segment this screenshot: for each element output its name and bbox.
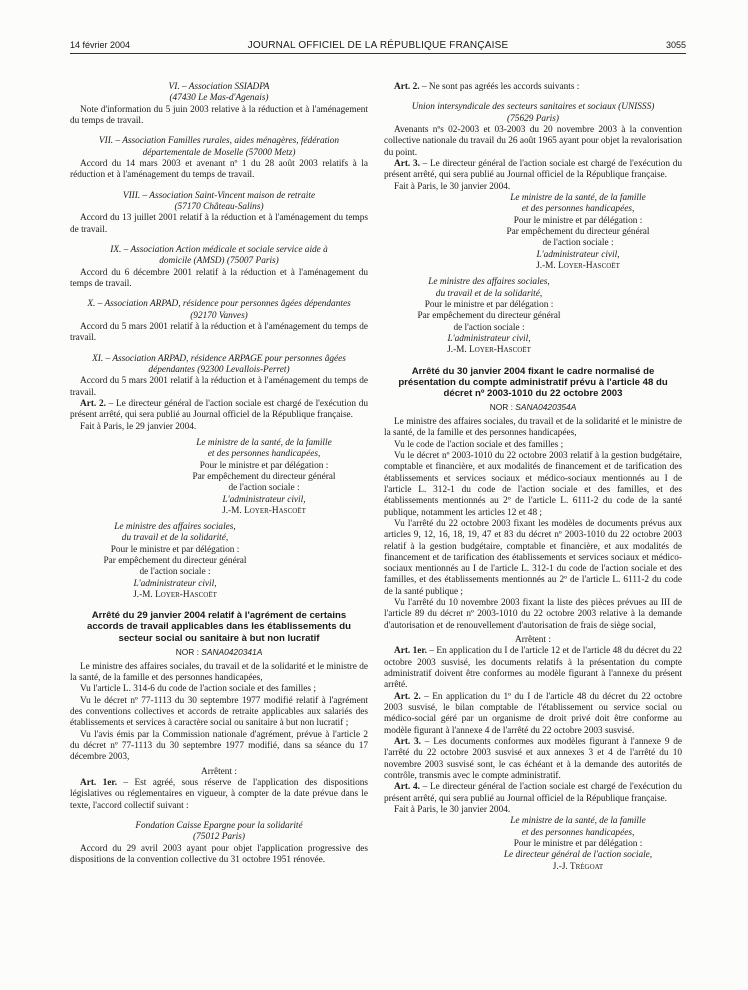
article-text: – En application du 1º du I de l'article 48 du décret du 22 octobre 2003 susvisé, le bilan comptable de l'établissement ou service social ou médico-social géré par un organisme de droit privé doit être conforme au modèle figurant à l'annexe 4 de l'arrêté du 22 octobre 2003 susvisé. — [384, 691, 682, 736]
page-number: 3055 — [665, 40, 686, 50]
signature-line: du travail et de la solidarité, — [121, 533, 229, 544]
section-title: XI. – Association ARPAD, résidence ARPAGE pour personnes âgées dépendantes (92300 Levallois-Perret) — [92, 353, 346, 375]
signature-line: Le directeur général de l'action sociale, — [503, 850, 653, 861]
article-1 — [70, 778, 368, 812]
signature-line: L'administrateur civil, — [222, 494, 306, 505]
article-text: – Est agréé, sous réserve de l'application des dispositions législatives ou réglementaires en vigueur, à compter de la date prévue dans le texte, l'accord collectif suivant : — [70, 778, 368, 811]
nor-label: NOR : — [489, 401, 516, 412]
article-1 — [384, 646, 682, 691]
signature-line: Par empêchement du directeur général — [506, 226, 650, 237]
article-4 — [384, 782, 682, 805]
signature-line: Le ministre des affaires sociales, — [428, 277, 550, 288]
article-text: – Les documents conformes aux modèles figurant à l'annexe 9 de l'arrêté du 22 octobre 2003 susvisé et aux annexes 3 et 4 de l'arrêté du 10 novembre 2003 susvisé sont, le cas échéant et à la demande des autorités de contrôle, transmis avec le compte administratif. — [384, 737, 683, 782]
section-text: Avenants nºs 02-2003 et 03-2003 du 20 novembre 2003 à la convention collective nationale du travail du 26 août 1965 ayant pour objet la revalorisation du point. — [384, 124, 682, 158]
signature-line: Pour le ministre et par délégation : — [513, 839, 643, 850]
paragraph: Vu le décret nº 77-1113 du 30 septembre 1977 modifié relatif à l'agrément des conventions collectives et accords de retraite applicables aux salariés des établissements et services à caractère social ou sanitaire à but non lucratif ; — [70, 695, 368, 729]
nor-code: SANA0420354A — [515, 401, 577, 412]
article-3 — [384, 737, 682, 782]
section-title: VII. – Association Familles rurales, aides ménagères, fédération départementale de Moselle (57000 Metz) — [98, 136, 340, 158]
header-date: 14 février 2004 — [70, 40, 131, 50]
signature-line: du travail et de la solidarité, — [435, 288, 543, 299]
section-place: (57170 Château-Salins) — [174, 201, 264, 212]
arrete-title: Arrêté du 29 janvier 2004 relatif à l'agrément de certains accords de travail applicables dans les établissements du secteur social ou sanitaire à but non lucratif — [87, 610, 351, 644]
signatory-name: J.-M. Loyer-Hascoët — [133, 590, 217, 601]
article-text: – Ne sont pas agréés les accords suivants : — [419, 82, 580, 92]
section-text: Accord du 5 mars 2001 relatif à la réduction et à l'aménagement du temps de travail. — [70, 376, 368, 398]
nor-code: SANA0420341A — [201, 646, 263, 657]
signatory-name: J.-M. Loyer-Hascoët — [222, 505, 306, 516]
journal-title: JOURNAL OFFICIEL DE LA RÉPUBLIQUE FRANÇAISE — [247, 40, 509, 51]
signatory-name: J.-M. Loyer-Hascoët — [447, 345, 531, 356]
fait-line: Fait à Paris, le 30 janvier 2004. — [394, 181, 511, 192]
article-label: Art. 1er. — [394, 646, 428, 657]
article-label: Art. 4. — [394, 782, 420, 793]
signature-line: de l'action sociale : — [453, 322, 525, 333]
signature-line: L'administrateur civil, — [447, 333, 531, 344]
left-column — [70, 82, 368, 866]
signature-line: Pour le ministre et par délégation : — [513, 215, 643, 226]
signature-line: de l'action sociale : — [228, 483, 300, 494]
section-text: Accord du 13 juillet 2001 relatif à la réduction et à l'aménagement du temps de travail. — [70, 213, 368, 235]
article-label: Art. 1er. — [80, 778, 118, 789]
section-title: Union intersyndicale des secteurs sanitaires et sociaux (UNISSS) — [411, 102, 655, 113]
paragraph: Vu l'arrêté du 22 octobre 2003 fixant les modèles de documents prévus aux articles 9, 12, 16, 18, 19, 47 et 83 du décret nº 2003-1010 du 22 octobre 2003 relatif à la gestion budgétaire, comptable et financière, et aux modalités de financement et de tarification des établissements et services sociaux et médico-sociaux mentionnés au I de l'article L. 312-1 du code de l'action sociale et des familles, et des établissements mentionnés au 2º de l'article L. 6111-2 du code de la santé publique ; — [384, 518, 682, 597]
nor-line — [70, 647, 368, 657]
section-title: X. – Association ARPAD, résidence pour personnes âgées dépendantes (92170 Vanves) — [87, 299, 351, 321]
signature-block — [384, 277, 594, 356]
signatory-name: J.-J. Trégoat — [552, 861, 604, 872]
paragraph: Vu l'article L. 314-6 du code de l'action sociale et des familles ; — [80, 684, 316, 695]
signature-block — [160, 438, 368, 517]
section-title: IX. – Association Action médicale et sociale service aide à domicile (AMSD) (75007 Paris) — [110, 244, 328, 267]
section-text: Accord du 29 avril 2003 ayant pour objet l'application progressive des dispositions de la convention collective du 31 octobre 1951 rénovée. — [70, 843, 368, 866]
signature-line: Le ministre des affaires sociales, — [114, 522, 236, 533]
signature-block — [474, 816, 682, 873]
article-3 — [384, 159, 682, 182]
section-title: VI. – Association SSIADPA — [168, 82, 270, 92]
arretent: Arrêtent : — [515, 635, 551, 646]
nor-label: NOR : — [175, 646, 202, 657]
signature-line: Par empêchement du directeur général — [192, 471, 336, 482]
fait-line: Fait à Paris, le 30 janvier 2004. — [394, 805, 511, 816]
signature-line: Pour le ministre et par délégation : — [110, 544, 240, 555]
nor-line — [384, 402, 682, 412]
section-text: Accord du 5 mars 2001 relatif à la réduction et à l'aménagement du temps de travail. — [70, 321, 368, 344]
article-label: Art. 3. — [394, 158, 420, 169]
page-header — [70, 40, 686, 54]
article-2 — [384, 82, 682, 93]
arrete-title: Arrêté du 30 janvier 2004 fixant le cadre normalisé de présentation du compte administratif prévu à l'article 48 du décret nº 2003-1010 du 22 octobre 2003 — [398, 365, 668, 399]
article-text: – En application du I de l'article 12 et de l'article 48 du décret du 22 octobre 2003 susvisé, les documents relatifs à la présentation du compte administratif doivent être conformes au modèle figurant à l'annexe du présent arrêté. — [384, 646, 682, 691]
article-text: – Le directeur général de l'action sociale est chargé de l'exécution du présent arrêté, qui sera publié au Journal officiel de la République française. — [70, 398, 368, 421]
fait-line: Fait à Paris, le 29 janvier 2004. — [80, 421, 197, 432]
signature-line: de l'action sociale : — [542, 238, 614, 249]
signature-line: L'administrateur civil, — [133, 578, 217, 589]
signature-line: Pour le ministre et par délégation : — [199, 460, 329, 471]
section-text: Accord du 6 décembre 2001 relatif à la réduction et à l'aménagement du temps de travail. — [70, 267, 368, 289]
article-label: Art. 2. — [394, 691, 421, 702]
signature-block — [474, 193, 682, 272]
signature-line: Pour le ministre et par délégation : — [424, 299, 554, 310]
paragraph: Le ministre des affaires sociales, du travail et de la solidarité et le ministre de la santé, de la famille et des personnes handicapées, — [70, 661, 368, 684]
right-column — [384, 82, 682, 873]
signatory-name: J.-M. Loyer-Hascoët — [536, 260, 620, 271]
signature-line: Par empêchement du directeur général — [103, 556, 247, 567]
signature-line: et des personnes handicapées, — [521, 827, 635, 838]
section-text: Accord du 14 mars 2003 et avenant nº 1 du 28 août 2003 relatifs à la réduction et à l'aménagement du temps de travail. — [70, 158, 368, 181]
paragraph: Vu le décret nº 2003-1010 du 22 octobre 2003 relatif à la gestion budgétaire, comptable et financière, et aux modalités de financement et de tarification des établissements et services sociaux et médico-sociaux mentionnés au I de l'article L. 312-1 du code de l'action sociale et des familles, et des établissements mentionnés au 2º de l'article L. 6111-2 du code de la santé publique, notamment les articles 12 et 48 ; — [384, 450, 682, 518]
article-2 — [384, 692, 682, 737]
section-place: (47430 Le Mas-d'Agenais) — [169, 93, 269, 104]
article-2 — [70, 399, 368, 422]
section-title: Fondation Caisse Epargne pour la solidarité — [135, 821, 303, 832]
article-label: Art. 3. — [394, 737, 422, 748]
arretent: Arrêtent : — [201, 766, 237, 777]
paragraph: Vu l'arrêté du 10 novembre 2003 fixant la liste des pièces prévues au III de l'article 89 du décret nº 2003-1010 du 22 octobre 2003 relative à la demande d'autorisation et de renouvellement d'autorisation de frais de siège social, — [384, 598, 682, 631]
signature-line: Le ministre de la santé, de la famille — [196, 437, 332, 448]
signature-line: Par empêchement du directeur général — [417, 311, 561, 322]
section-place: (75012 Paris) — [193, 832, 245, 843]
article-text: – Le directeur général de l'action sociale est chargé de l'exécution du présent arrêté, qui sera publié au Journal officiel de la République française. — [384, 782, 682, 804]
paragraph: Vu l'avis émis par la Commission nationale d'agrément, prévue à l'article 2 du décret nº 77-1113 du 30 septembre 1977 modifié, dans sa séance du 17 décembre 2003, — [70, 729, 368, 763]
signature-line: L'administrateur civil, — [536, 249, 620, 260]
article-label: Art. 2. — [80, 398, 106, 409]
signature-line: Le ministre de la santé, de la famille — [510, 816, 646, 827]
paragraph: Le ministre des affaires sociales, du travail et de la solidarité et le ministre de la santé, de la famille et des personnes handicapées, — [384, 416, 682, 439]
signature-line: et des personnes handicapées, — [521, 204, 635, 215]
section-title: VIII. – Association Saint-Vincent maison de retraite — [122, 190, 316, 201]
section-text: Note d'information du 5 juin 2003 relative à la réduction et à l'aménagement du temps de travail. — [70, 104, 368, 126]
section-place: (75629 Paris) — [507, 113, 559, 124]
signature-block — [70, 522, 280, 601]
paragraph: Vu le code de l'action sociale et des familles ; — [394, 439, 564, 450]
article-text: – Le directeur général de l'action sociale est chargé de l'exécution du présent arrêté, qui sera publié au Journal officiel de la République française. — [384, 158, 682, 181]
signature-line: de l'action sociale : — [139, 567, 211, 578]
signature-line: Le ministre de la santé, de la famille — [510, 192, 646, 203]
signature-line: et des personnes handicapées, — [207, 449, 321, 460]
article-label: Art. 2. — [394, 82, 420, 92]
